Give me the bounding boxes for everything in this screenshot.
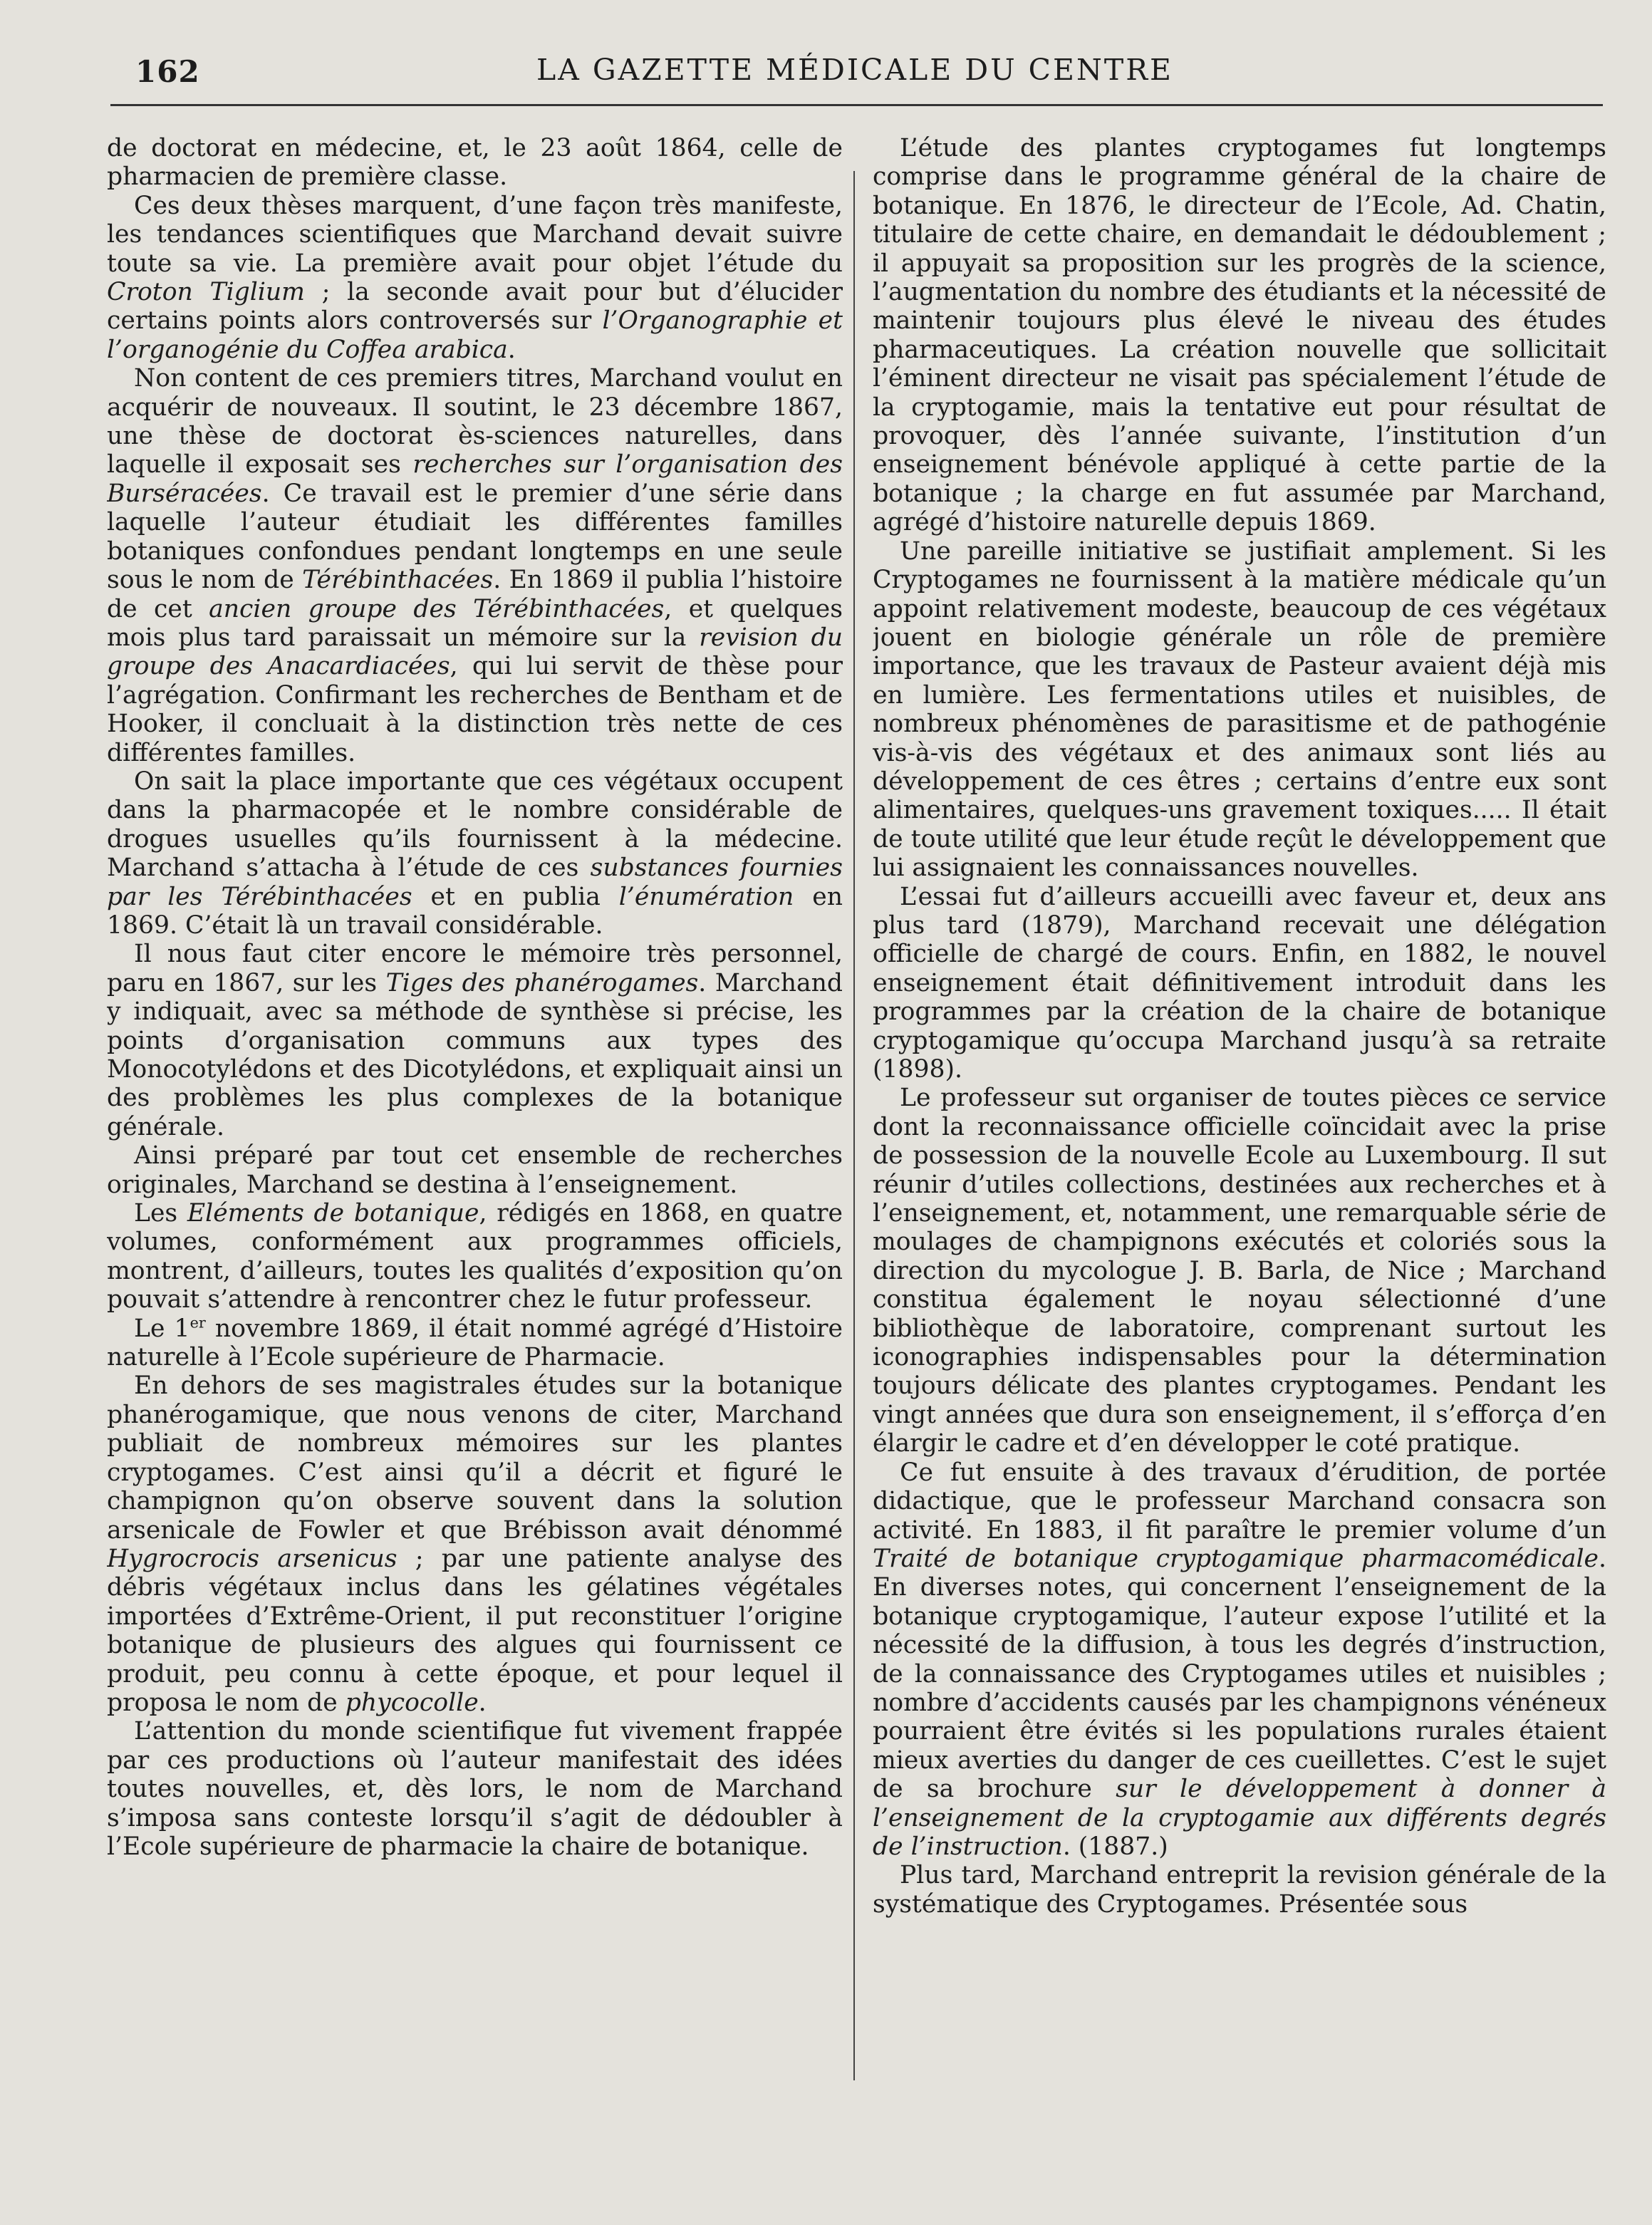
- italic-title: Térébinthacées: [302, 566, 494, 595]
- italic-title: Hygrocrocis arsenicus: [107, 1544, 398, 1573]
- italic-title: phycocolle: [345, 1688, 479, 1717]
- paragraph: Non content de ces premiers titres, Marchand voulut en acquérir de nouveaux. Il soutint, le 23 décembre 1867, une thèse de doctorat ès-sciences naturelles, dans laquelle il exposait ses recherches sur l’organisation des Burséracées. Ce travail est le premier d’une série dans laquelle l’auteur étudiait les différentes familles botaniques confondues pendant longtemps en une seule sous le nom de Térébinthacées. En 1869 il publia l’histoire de cet ancien groupe des Térébinthacées, et quelques mois plus tard paraissait un mémoire sur la revision du groupe des Anacardiacées, qui lui servit de thèse pour l’agrégation. Confirmant les recherches de Bentham et de Hooker, il concluait à la distinction très nette de ces différentes familles.: [107, 364, 843, 767]
- superscript: er: [189, 1314, 206, 1332]
- paragraph: Le professeur sut organiser de toutes pièces ce service dont la reconnaissance officielle coïncidait avec la prise de possession de la nouvelle Ecole au Luxembourg. Il sut réunir d’utiles collections, destinées aux recherches et à l’enseignement, et, notamment, une remarquable série de moulages de champignons exécutés et coloriés sous la direction du mycologue J. B. Barla, de Nice ; Marchand constitua également le noyau sélectionné d’une bibliothèque de laboratoire, comprenant surtout les iconographies indispensables pour la détermination toujours délicate des plantes cryptogames. Pendant les vingt années que dura son enseignement, il s’efforça d’en élargir le cadre et d’en développer le coté pratique.: [873, 1084, 1606, 1458]
- paragraph: Plus tard, Marchand entreprit la revision générale de la systématique des Cryptogames. Présentée sous: [873, 1861, 1606, 1919]
- italic-title: Eléments de botanique: [187, 1199, 479, 1228]
- italic-title: l’Organographie et l’organogénie du Coffea arabica: [107, 306, 843, 364]
- paragraph: En dehors de ses magistrales études sur la botanique phanérogamique, que nous venons de citer, Marchand publiait de nombreux mémoires sur les plantes cryptogames. C’est ainsi qu’il a décrit et figuré le champignon qu’on observe souvent dans la solution arsenicale de Fowler et que Brébisson avait dénommé Hygrocrocis arsenicus ; par une patiente analyse des débris végétaux inclus dans les gélatines végétales importées d’Extrême-Orient, il put reconstituer l’origine botanique de plusieurs des algues qui fournissent ce produit, peu connu à cette époque, et pour lequel il proposa le nom de phycocolle.: [107, 1371, 843, 1717]
- paragraph: L’attention du monde scientifique fut vivement frappée par ces productions où l’auteur manifestait des idées toutes nouvelles, et, dès lors, le nom de Marchand s’imposa sans conteste lorsqu’il s’agit de dédoubler à l’Ecole supérieure de pharmacie la chaire de botanique.: [107, 1717, 843, 1861]
- paragraph: Ces deux thèses marquent, d’une façon très manifeste, les tendances scientifiques que Marchand devait suivre toute sa vie. La première avait pour objet l’étude du Croton Tiglium ; la seconde avait pour but d’élucider certains points alors controversés sur l’Organographie et l’organogénie du Coffea arabica.: [107, 191, 843, 364]
- italic-title: ancien groupe des Térébinthacées: [209, 594, 665, 623]
- page-number: 162: [135, 54, 200, 89]
- paragraph: Ainsi préparé par tout cet ensemble de recherches originales, Marchand se destina à l’enseignement.: [107, 1141, 843, 1199]
- italic-title: recherches sur l’organisation des Burséracées: [107, 450, 843, 508]
- header-rule: [110, 104, 1603, 106]
- paragraph: Les Eléments de botanique, rédigés en 1868, en quatre volumes, conformément aux programmes officiels, montrent, d’ailleurs, toutes les qualités d’exposition qu’on pouvait s’attendre à rencontrer chez le futur professeur.: [107, 1199, 843, 1314]
- right-column: [873, 134, 1606, 2079]
- italic-title: sur le développement à donner à l’enseignement de la cryptogamie aux différents degrés de l’instruction: [873, 1775, 1606, 1861]
- running-title: LA GAZETTE MÉDICALE DU CENTRE: [536, 53, 1173, 87]
- italic-title: Traité de botanique cryptogamique pharmacomédicale: [873, 1544, 1599, 1573]
- italic-title: Croton Tiglium: [107, 278, 305, 307]
- paragraph: Une pareille initiative se justifiait amplement. Si les Cryptogames ne fournissent à la matière médicale qu’un appoint relativement modeste, beaucoup de ces végétaux jouent en biologie générale un rôle de première importance, que les travaux de Pasteur avaient déjà mis en lumière. Les fermentations utiles et nuisibles, de nombreux phénomènes de parasitisme et de pathogénie vis-à-vis des végétaux et des animaux sont liés au développement de ces êtres ; certains d’entre eux sont alimentaires, quelques-uns gravement toxiques..... Il était de toute utilité que leur étude reçût le développement que lui assignaient les connaissances nouvelles.: [873, 536, 1606, 883]
- italic-title: Tiges des phanérogames: [385, 968, 699, 997]
- paragraph: L’étude des plantes cryptogames fut longtemps comprise dans le programme général de la chaire de botanique. En 1876, le directeur de l’Ecole, Ad. Chatin, titulaire de cette chaire, en demandait le dédoublement ; il appuyait sa proposition sur les progrès de la science, l’augmentation du nombre des étudiants et la nécessité de maintenir toujours plus élevé le niveau des études pharmaceutiques. La création nouvelle que sollicitait l’éminent directeur ne visait pas spécialement l’étude de la cryptogamie, mais la tentative eut pour résultat de provoquer, dès l’année suivante, l’institution d’un enseignement bénévole appliqué à cette partie de la botanique ; la charge en fut assumée par Marchand, agrégé d’histoire naturelle depuis 1869.: [873, 134, 1606, 537]
- paragraph: L’essai fut d’ailleurs accueilli avec faveur et, deux ans plus tard (1879), Marchand recevait une délégation officielle de chargé de cours. Enfin, en 1882, le nouvel enseignement était définitivement introduit dans les programmes par la création de la chaire de botanique cryptogamique qu’occupa Marchand jusqu’à sa retraite (1898).: [873, 882, 1606, 1084]
- paragraph: Le 1er novembre 1869, il était nommé agrégé d’Histoire naturelle à l’Ecole supérieure de Pharmacie.: [107, 1314, 843, 1372]
- paragraph: Ce fut ensuite à des travaux d’érudition, de portée didactique, que le professeur Marchand consacra son activité. En 1883, il fit paraître le premier volume d’un Traité de botanique cryptogamique pharmacomédicale. En diverses notes, qui concernent l’enseignement de la botanique cryptogamique, l’auteur expose l’utilité et la nécessité de la diffusion, à tous les degrés d’instruction, de la connaissance des Cryptogames utiles et nuisibles ; nombre d’accidents causés par les champignons vénéneux pourraient être évités si les populations rurales étaient mieux averties du danger de ces cueillettes. C’est le sujet de sa brochure sur le développement à donner à l’enseignement de la cryptogamie aux différents degrés de l’instruction. (1887.): [873, 1458, 1606, 1861]
- paragraph: Il nous faut citer encore le mémoire très personnel, paru en 1867, sur les Tiges des phanérogames. Marchand y indiquait, avec sa méthode de synthèse si précise, les points d’organisation communs aux types des Monocotylédons et des Dicotylédons, et expliquait ainsi un des problèmes les plus complexes de la botanique générale.: [107, 940, 843, 1141]
- italic-title: substances fournies par les Térébinthacées: [107, 854, 843, 911]
- italic-title: l’énumération: [618, 882, 794, 911]
- italic-title: revision du groupe des Anacardiacées: [107, 623, 843, 681]
- paragraph: On sait la place importante que ces végétaux occupent dans la pharmacopée et le nombre considérable de drogues usuelles qu’ils fournissent à la médecine. Marchand s’attacha à l’étude de ces substances fournies par les Térébinthacées et en publia l’énumération en 1869. C’était là un travail considérable.: [107, 767, 843, 940]
- page-header: [107, 43, 1603, 93]
- paragraph: de doctorat en médecine, et, le 23 août 1864, celle de pharmacien de première classe.: [107, 134, 843, 192]
- left-column: [107, 134, 843, 2079]
- column-divider: [853, 171, 855, 2080]
